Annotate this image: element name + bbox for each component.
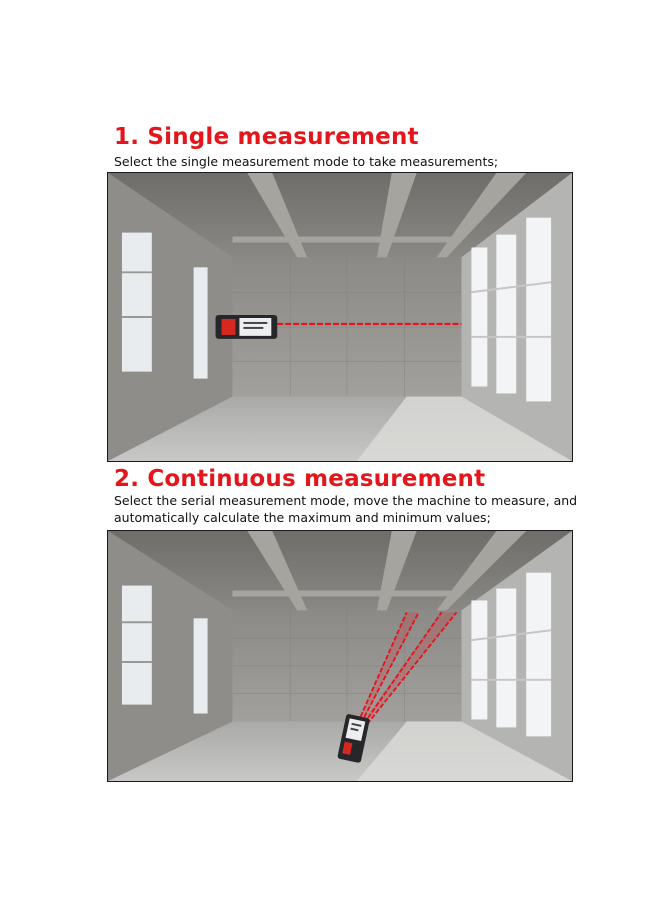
section-2-description-line-1: Select the serial measurement mode, move the machine to measure, and [114,493,578,508]
section-2-title: 2. Continuous measurement [114,466,486,492]
section-2-description [114,492,577,526]
single-measurement-image [107,172,573,462]
section-1-title: 1. Single measurement [114,124,419,150]
section-1-description-line: Select the single measurement mode to take measurements; [114,154,499,169]
concrete-room-illustration [108,531,572,781]
laser-distance-meter-icon [216,315,278,339]
section-1-description [114,153,498,170]
continuous-measurement-image [107,530,573,782]
concrete-room-illustration [108,173,572,461]
section-2-description-line-2: automatically calculate the maximum and minimum values; [114,510,491,525]
